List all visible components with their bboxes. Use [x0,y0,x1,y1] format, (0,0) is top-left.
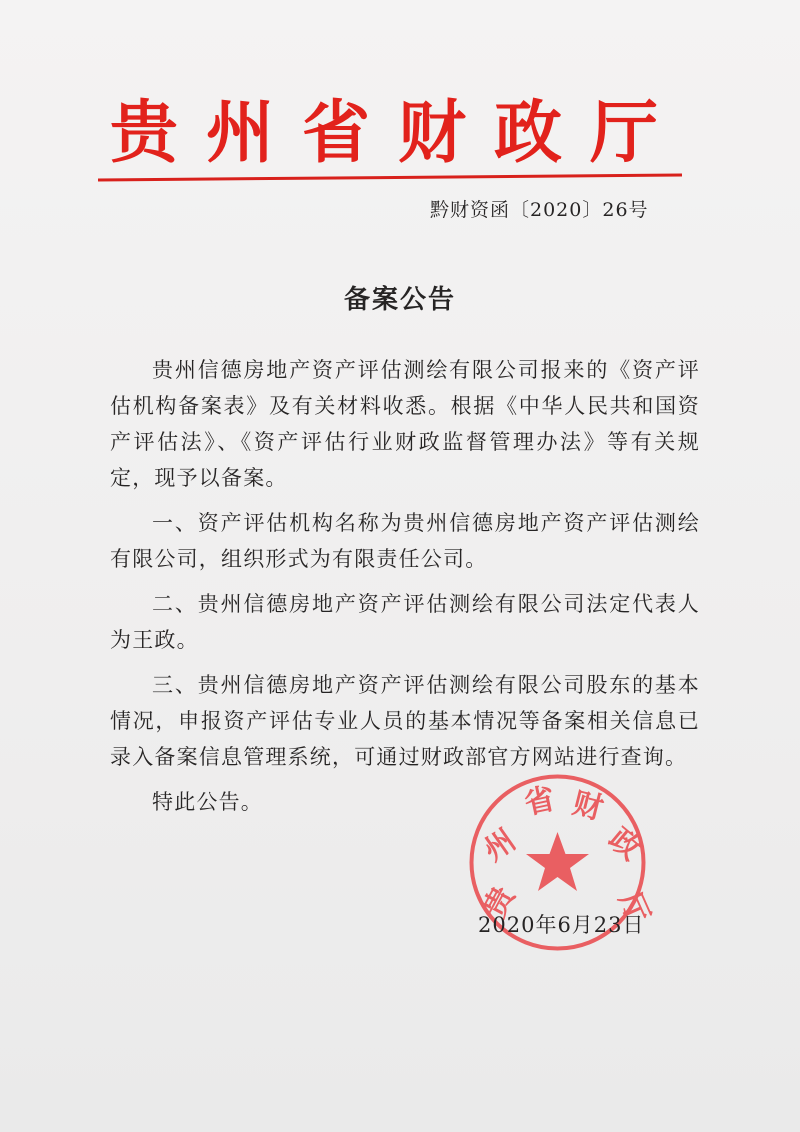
paragraph-item-3: 三、贵州信德房地产资产评估测绘有限公司股东的基本情况，申报资产评估专业人员的基本情况等备案相关信息已录入备案信息管理系统，可通过财政部官方网站进行查询。 [110,673,700,769]
seal-char-5: 厅 [611,887,656,929]
star-icon [526,832,589,891]
paragraph-item-1: 一、资产评估机构名称为贵州信德房地产资产评估测绘有限公司，组织形式为有限责任公司。 [110,511,700,571]
seal-char-0: 贵 [477,880,523,924]
paragraph-intro: 贵州信德房地产资产评估测绘有限公司报来的《资产评估机构备案表》及有关材料收悉。根据《中华人民共和国资产评估法》、《资产评估行业财政监督管理办法》等有关规定，现予以备案。 [110,358,700,490]
seal-char-1: 州 [477,822,523,869]
document-body [110,352,700,829]
document-title: 备案公告 [343,285,456,315]
agency-header-title: 贵州省财政厅 [109,93,686,173]
document-number: 黔财资函〔2020〕26号 [430,199,649,221]
seal-char-2: 省 [521,781,559,822]
paragraph-closing: 特此公告。 [152,790,263,814]
document-date: 2020年6月23日 [478,913,645,937]
seal-char-4: 政 [601,821,648,868]
paragraph-item-2: 二、贵州信德房地产资产评估测绘有限公司法定代表人为王政。 [110,592,700,652]
seal-char-3: 财 [569,785,607,828]
